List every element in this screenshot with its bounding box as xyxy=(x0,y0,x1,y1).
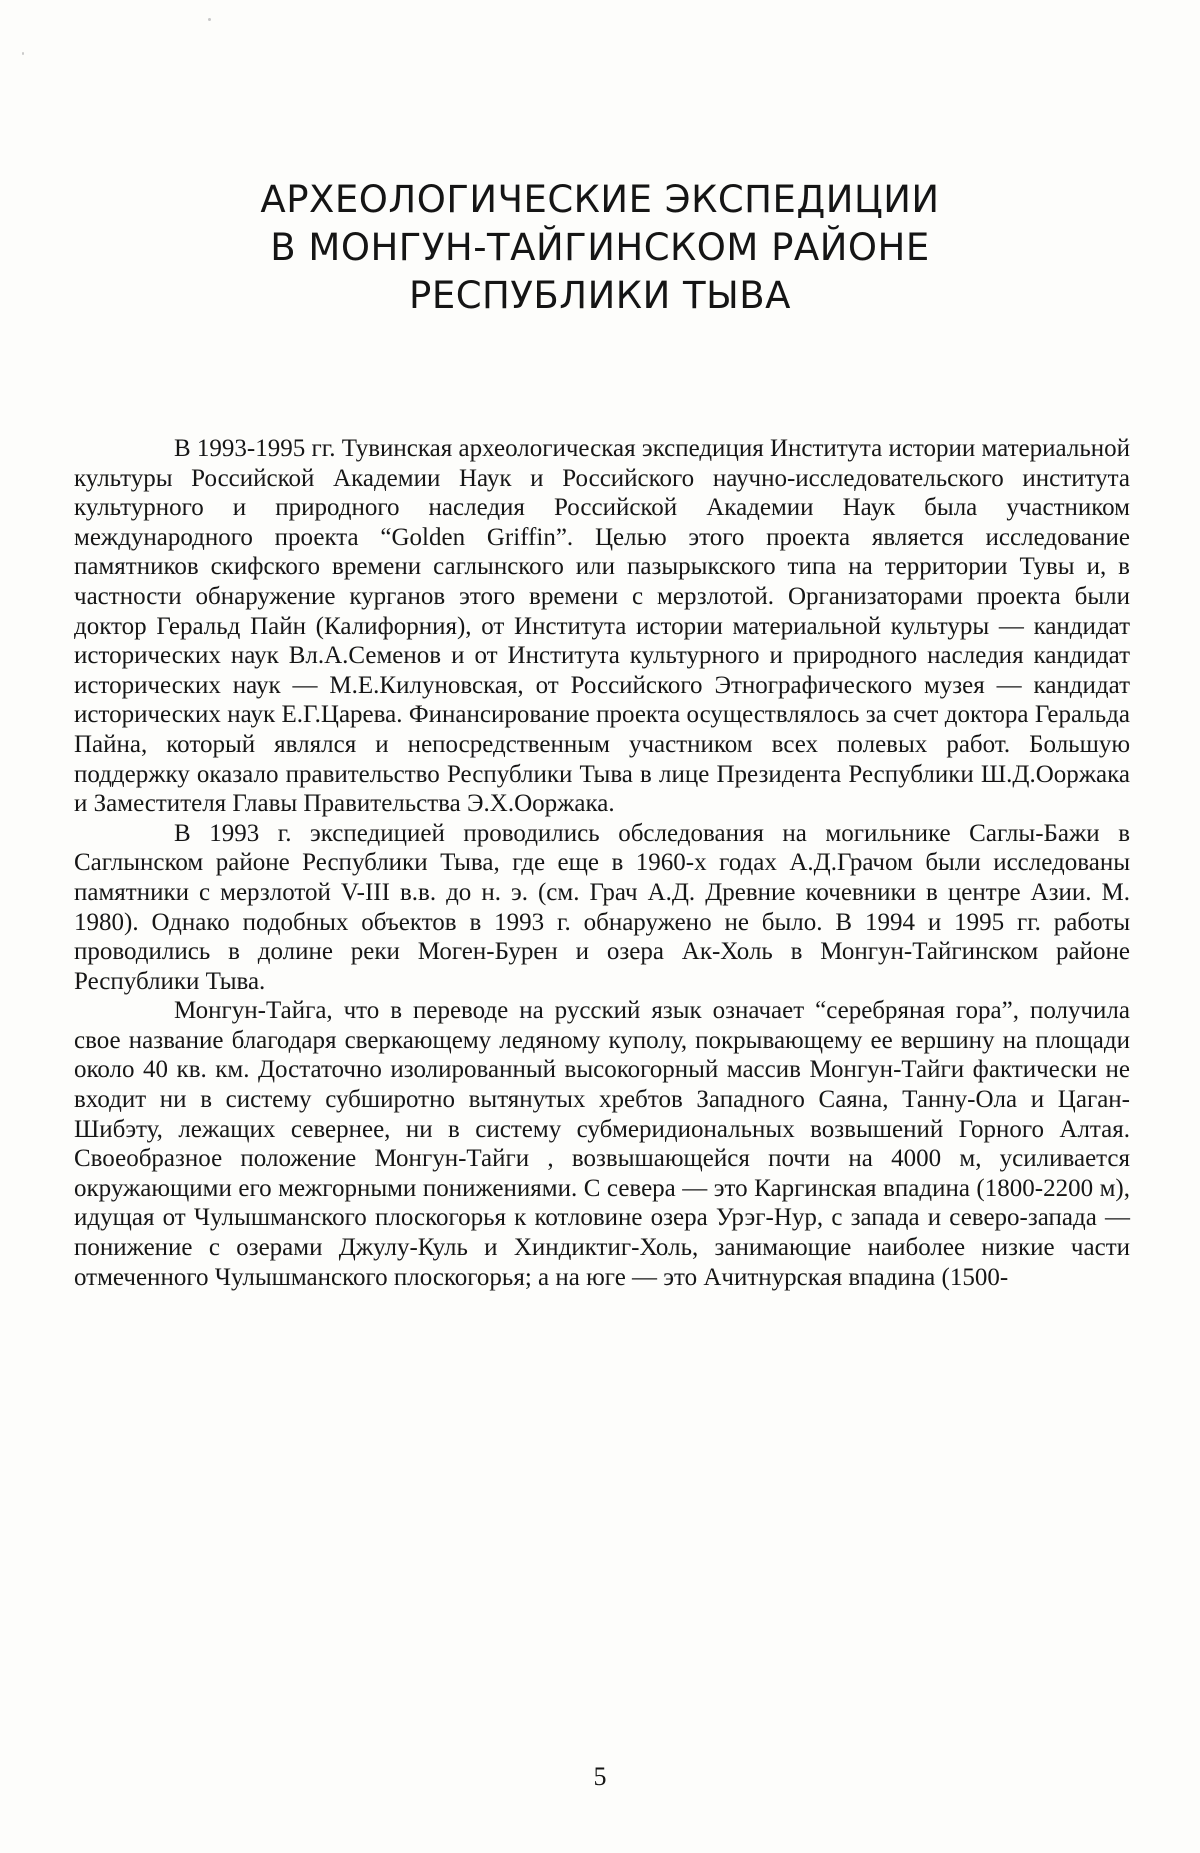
title-line-3: РЕСПУБЛИКИ ТЫВА xyxy=(409,274,791,317)
paragraph-1: В 1993-1995 гг. Тувинская археологическая экспедиция Института истории материальной культуры Российской Академии Наук и Российского научно-исследовательского института культурного и природного наследия Российской Академии Наук была участником международного проекта “Golden Griffin”. Целью этого проекта является исследование памятников скифского времени саглынского или пазырыкского типа на территории Тувы и, в частности обнаружение курганов этого времени с мерзлотой. Организаторами проекта были доктор Геральд Пайн (Калифорния), от Института истории материальной культуры — кандидат исторических наук Вл.А.Семенов и от Института культурного и природного наследия кандидат исторических наук — М.Е.Килуновская, от Российского Этнографического музея — кандидат исторических наук Е.Г.Царева. Финансирование проекта осуществлялось за счет доктора Геральда Пайна, который являлся и непосредственным участником всех полевых работ. Большую поддержку оказало правительство Республики Тыва в лице Президента Республики Ш.Д.Ооржака и Заместителя Главы Правительства Э.Х.Ооржака. xyxy=(74,435,1130,818)
paragraph-3: Монгун-Тайга, что в переводе на русский язык означает “серебряная гора”, получила свое название благодаря сверкающему ледяному куполу, покрывающему ее вершину на площади около 40 кв. км. Достаточно изолированный высокогорный массив Монгун-Тайги фактически не входит ни в систему субширотно вытянутых хребтов Западного Саяна, Танну-Ола и Цаган-Шибэту, лежащих севернее, ни в систему субмеридиональных возвышений Горного Алтая. Своеобразное положение Монгун-Тайги , возвышающейся почти на 4000 м, усиливается окружающими его межгорными понижениями. С севера — это Каргинская впадина (1800-2200 м), идущая от Чулышманского плоскогорья к котловине озера Урэг-Нур, с запада и северо-запада — понижение с озерами Джулу-Куль и Хиндиктиг-Холь, занимающие наиболее низкие части отмеченного Чулышманского плоскогорья; а на юге — это Ачитнурская впадина (1500- xyxy=(74,997,1130,1291)
document-title xyxy=(0,176,1200,320)
article-body xyxy=(74,434,1130,1292)
paragraph-2: В 1993 г. экспедицией проводились обследования на могильнике Саглы-Бажи в Саглынском районе Республики Тыва, где еще в 1960-х годах А.Д.Грачом были исследованы памятники с мерзлотой V-III в.в. до н. э. (см. Грач А.Д. Древние кочевники в центре Азии. М. 1980). Однако подобных объектов в 1993 г. обнаружено не было. В 1994 и 1995 гг. работы проводились в долине реки Моген-Бурен и озера Ак-Холь в Монгун-Тайгинском районе Республики Тыва. xyxy=(74,819,1130,995)
page-number: 5 xyxy=(593,1762,607,1791)
scan-speck xyxy=(22,52,24,55)
scan-speck xyxy=(208,18,211,21)
title-line-1: АРХЕОЛОГИЧЕСКИЕ ЭКСПЕДИЦИИ xyxy=(260,178,940,221)
title-line-2: В МОНГУН-ТАЙГИНСКОМ РАЙОНЕ xyxy=(270,226,930,269)
